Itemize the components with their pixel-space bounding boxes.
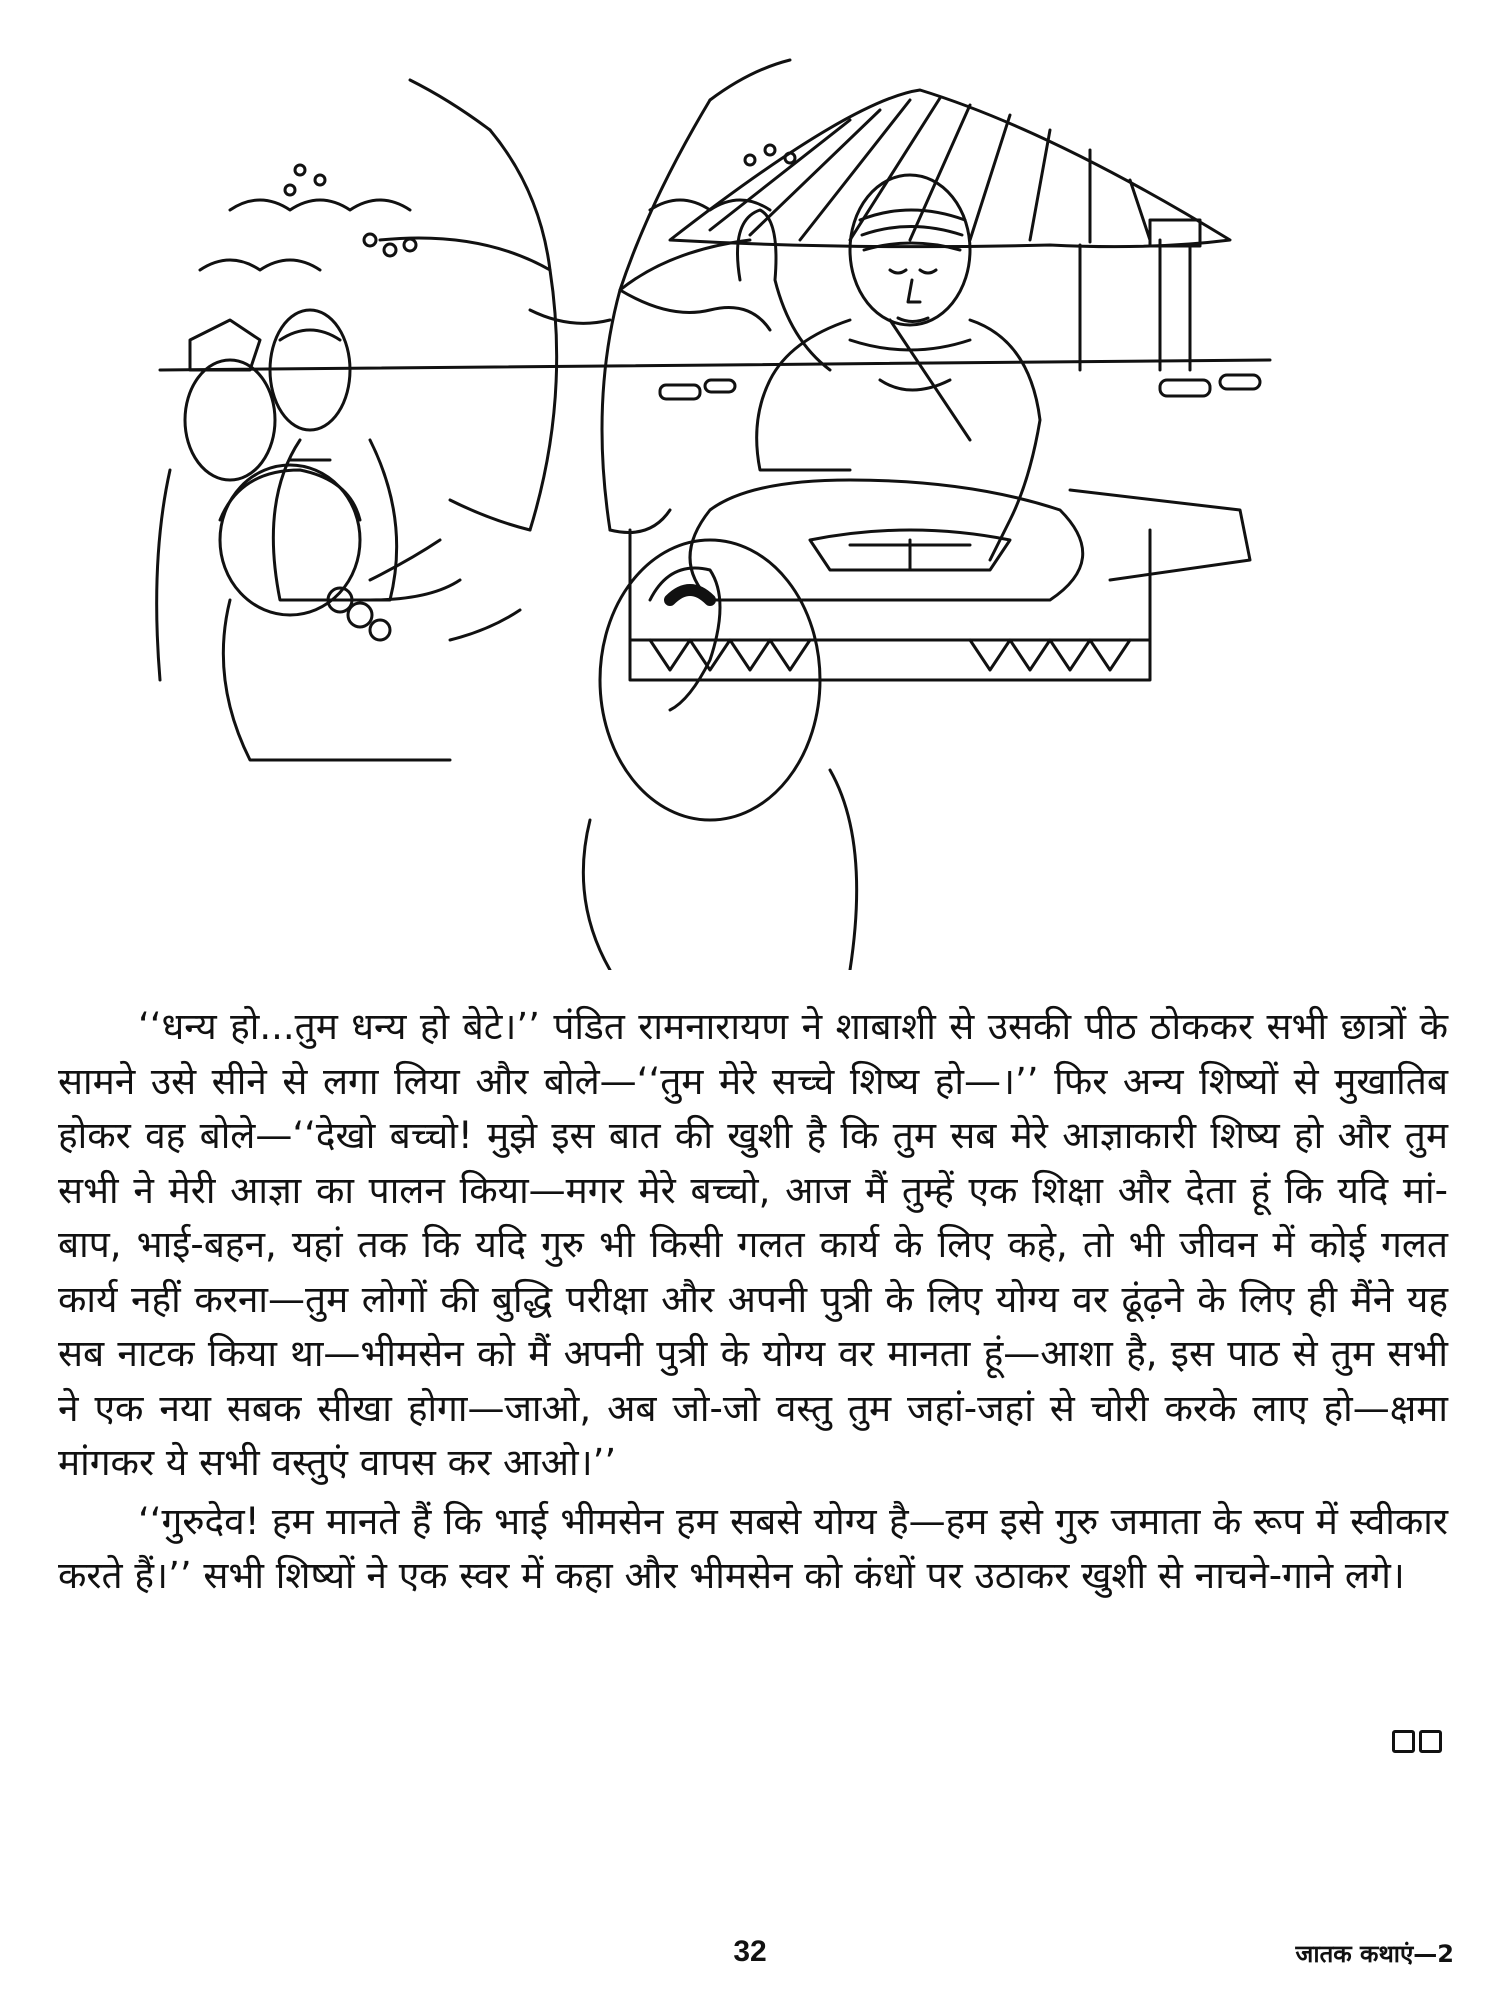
story-illustration [150, 40, 1290, 970]
student-back-drawing [583, 540, 856, 970]
disciples-drawing [157, 310, 520, 760]
end-box-icon [1419, 1730, 1442, 1753]
ground-line-drawing [160, 360, 1270, 370]
story-paragraph-2: ‘‘गुरुदेव! हम मानते हैं कि भाई भीमसेन हम सबसे योग्य है—हम इसे गुरु जमाता के रूप में स्वीकार करते हैं।’’ सभी शिष्यों ने एक स्वर में कहा और भीमसेन को कंधों पर उठाकर खुशी से नाचने-गाने लगे। [58, 1499, 1448, 1597]
stones-drawing [290, 375, 1260, 580]
story-paragraph-1: ‘‘धन्य हो...तुम धन्य हो बेटे।’’ पंडित रामनारायण ने शाबाशी से उसकी पीठ ठोककर सभी छात्रों के सामने उसे सीने से लगा लिया और बोले—‘‘तुम मेरे सच्चे शिष्य हो—।’’ फिर अन्य शिष्यों से मुखातिब होकर वह बोले—‘‘देखो बच्चो! मुझे इस बात की खुशी है कि तुम सब मेरे आज्ञाकारी शिष्य हो और तुम सभी ने मेरी आज्ञा का पालन किया—मगर मेरे बच्चो, आज मैं तुम्हें एक शिक्षा और देता हूं कि यदि मां-बाप, भाई-बहन, यहां तक कि यदि गुरु भी किसी गलत कार्य के लिए कहे, तो भी जीवन में कोई गलत कार्य नहीं करना—तुम लोगों की बुद्धि परीक्षा और अपनी पुत्री के लिए योग्य वर ढूंढ़ने के लिए ही मैंने यह सब नाटक किया था—भीमसेन को मैं अपनी पुत्री के योग्य वर मानता हूं—आशा है, इस पाठ से तुम सभी ने एक नया सबक सीखा होगा—जाओ, अब जो-जो वस्तु तुम जहां-जहां से चोरी करके लाए हो—क्षमा मांगकर ये सभी वस्तुएं वापस कर आओ।’’ [58, 1005, 1448, 1484]
end-box-icon [1392, 1730, 1415, 1753]
page-number: 32 [733, 1935, 767, 1968]
story-text [58, 1000, 1448, 1604]
running-title: जातक कथाएं—2 [1295, 1940, 1454, 1968]
section-end-mark [1392, 1730, 1442, 1753]
